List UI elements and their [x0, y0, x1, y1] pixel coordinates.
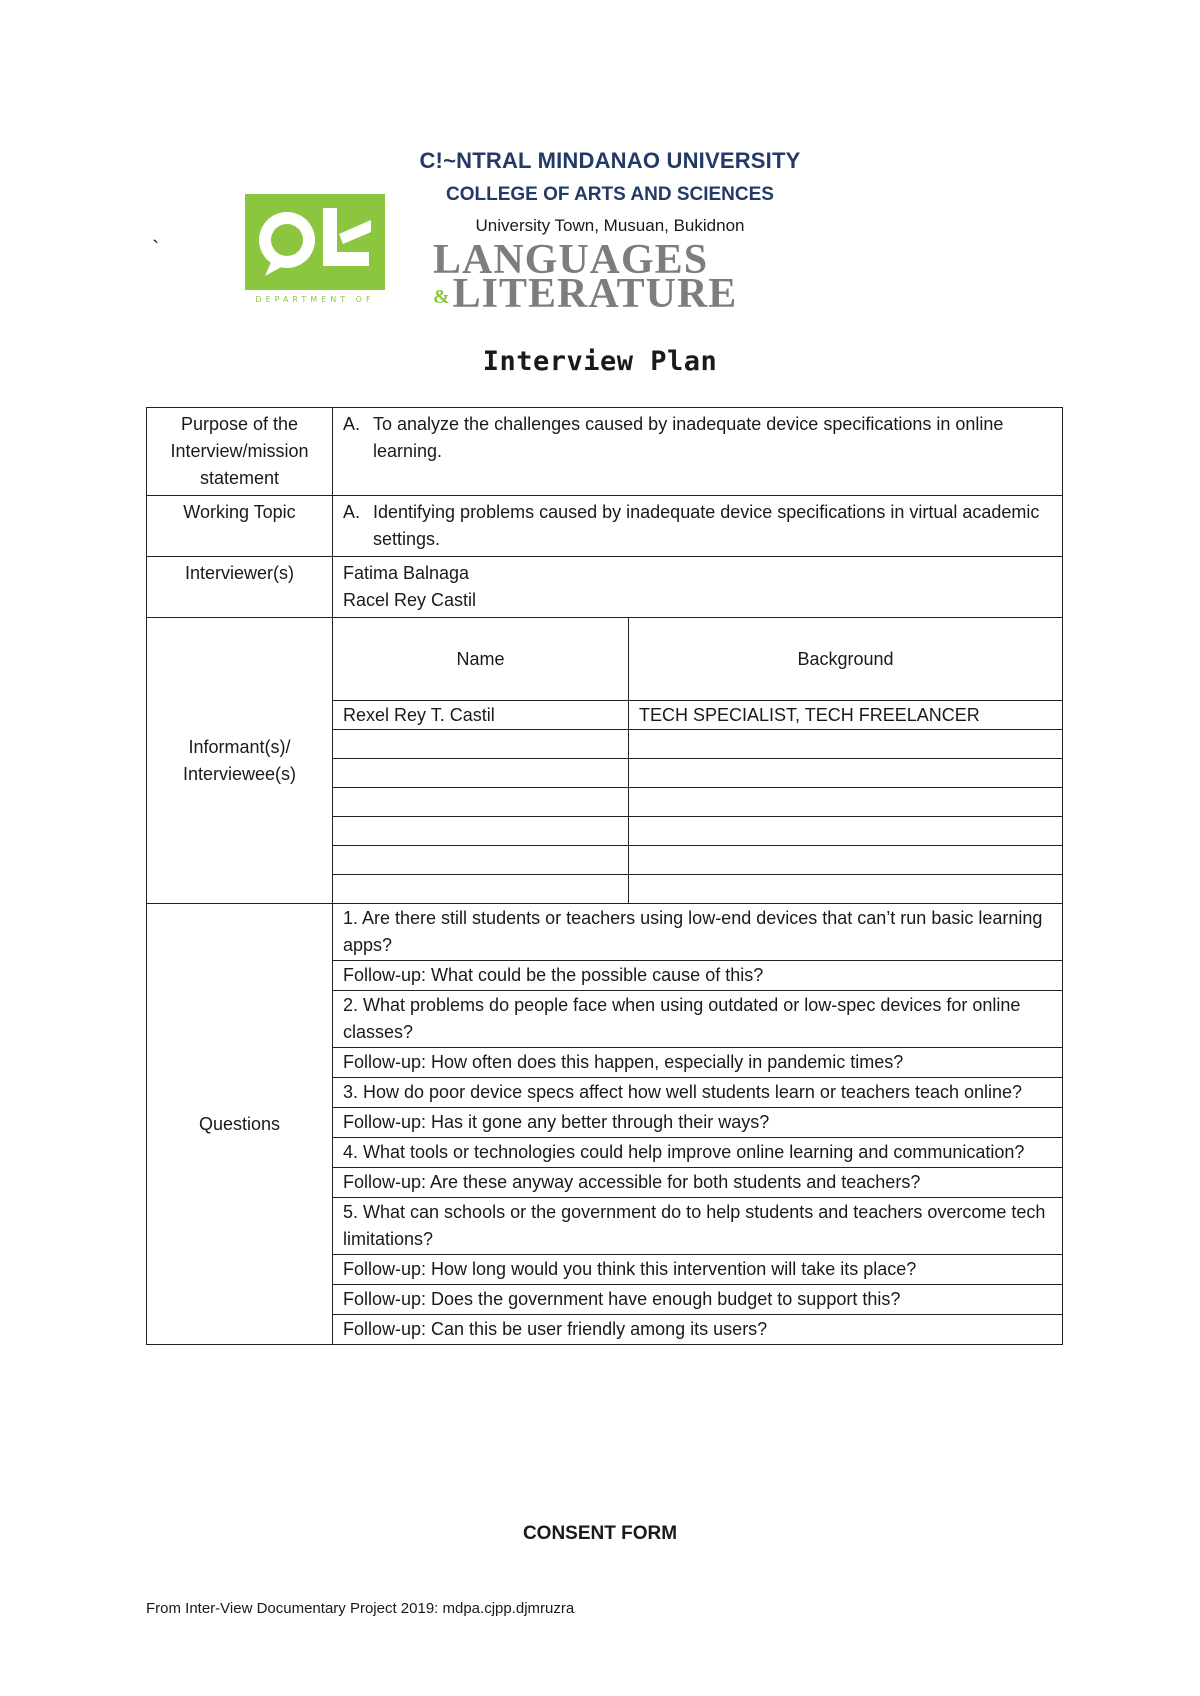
informant-background	[629, 817, 1063, 846]
follow-up-item: Follow-up: Has it gone any better through their ways?	[333, 1108, 1062, 1138]
informant-background	[629, 846, 1063, 875]
informant-background-header: Background	[629, 618, 1063, 701]
questions-row	[147, 904, 1063, 1345]
question-item: 2. What problems do people face when using outdated or low-spec devices for online classes?	[333, 991, 1062, 1048]
topic-cell	[333, 496, 1063, 557]
interviewers-row	[147, 557, 1063, 618]
follow-up-item: Follow-up: Are these anyway accessible for both students and teachers?	[333, 1168, 1062, 1198]
informant-row	[333, 701, 1062, 730]
follow-up-item: Follow-up: What could be the possible cause of this?	[333, 961, 1062, 991]
consent-form-heading: CONSENT FORM	[522, 1523, 678, 1544]
department-name-line2	[433, 270, 737, 318]
informants-table	[333, 618, 1062, 903]
question-item: 5. What can schools or the government do to help students and teachers overcome tech limitations?	[333, 1198, 1062, 1255]
follow-up-item: Follow-up: How often does this happen, especially in pandemic times?	[333, 1048, 1062, 1078]
interviewer-name: Fatima Balnaga	[343, 563, 470, 583]
interview-plan-table	[146, 407, 1063, 1345]
questions-cell	[333, 904, 1063, 1345]
interviewers-cell	[333, 557, 1063, 618]
document-title: Interview Plan	[482, 346, 718, 377]
purpose-cell	[333, 408, 1063, 496]
informant-background: TECH SPECIALIST, TECH FREELANCER	[629, 701, 1063, 730]
follow-up-item: Follow-up: Does the government have enough budget to support this?	[333, 1285, 1062, 1315]
logo-o-inner	[271, 224, 303, 256]
informants-row	[147, 618, 1063, 904]
follow-up-item: Follow-up: Can this be user friendly among its users?	[343, 1319, 768, 1339]
question-item: 3. How do poor device specs affect how well students learn or teachers teach online?	[333, 1078, 1062, 1108]
interviewer-name: Racel Rey Castil	[343, 590, 477, 610]
logo-caption: DEPARTMENT OF	[255, 295, 375, 304]
topic-text: Identifying problems caused by inadequate device specifications in virtual academic settings.	[373, 502, 1040, 549]
informant-row	[333, 875, 1062, 904]
informants-cell	[333, 618, 1063, 904]
informant-background	[629, 759, 1063, 788]
topic-label: Working Topic	[147, 496, 333, 557]
purpose-row	[147, 408, 1063, 496]
question-item: 4. What tools or technologies could help improve online learning and communication?	[333, 1138, 1062, 1168]
purpose-label: Purpose of the Interview/mission statement	[147, 408, 333, 496]
topic-marker: A.	[343, 502, 361, 522]
informant-row	[333, 759, 1062, 788]
university-address: University Town, Musuan, Bukidnon	[475, 216, 745, 235]
informant-name	[333, 759, 629, 788]
question-item: 1. Are there still students or teachers using low-end devices that can’t run basic learning apps?	[333, 904, 1062, 961]
stray-mark: `	[152, 236, 160, 261]
informant-background	[629, 730, 1063, 759]
informant-background	[629, 788, 1063, 817]
department-logo	[237, 194, 397, 304]
informant-name	[333, 788, 629, 817]
informant-name-header: Name	[333, 618, 629, 701]
informant-name	[333, 730, 629, 759]
interviewers-label: Interviewer(s)	[147, 557, 333, 618]
purpose-text: To analyze the challenges caused by inadequate device specifications in online learning.	[373, 414, 1004, 461]
topic-row	[147, 496, 1063, 557]
department-name-line1: LANGUAGES	[433, 237, 709, 283]
informant-row	[333, 730, 1062, 759]
informant-name: Rexel Rey T. Castil	[333, 701, 629, 730]
informant-name	[333, 817, 629, 846]
informant-row	[333, 788, 1062, 817]
logo-l-foot	[323, 252, 369, 266]
informant-name	[333, 846, 629, 875]
department-ampersand: &	[433, 285, 451, 308]
informant-background	[629, 875, 1063, 904]
questions-label: Questions	[147, 904, 333, 1345]
purpose-marker: A.	[343, 414, 361, 434]
informant-name	[333, 875, 629, 904]
footer-source: From Inter-View Documentary Project 2019: mdpa.cjpp.djmruzra	[146, 1600, 575, 1617]
follow-up-item: Follow-up: How long would you think this intervention will take its place?	[333, 1255, 1062, 1285]
university-header	[380, 148, 840, 236]
university-name: C!~NTRAL MINDANAO UNIVERSITY	[419, 148, 801, 173]
informant-row	[333, 846, 1062, 875]
department-name-line2-text: LITERATURE	[452, 271, 738, 317]
informant-row	[333, 817, 1062, 846]
informants-label: Informant(s)/ Interviewee(s)	[147, 618, 333, 904]
college-name: COLLEGE OF ARTS AND SCIENCES	[446, 184, 774, 205]
